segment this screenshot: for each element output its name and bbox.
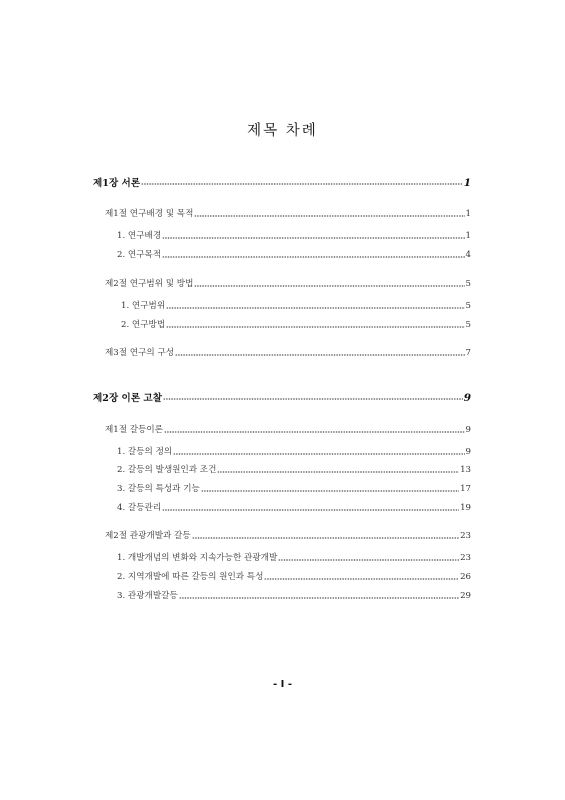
dot-leader [162,256,464,258]
toc-subsection-2-2-2[interactable] [117,570,471,584]
toc-page-number: 9 [463,392,471,404]
toc-section-2-1[interactable] [105,423,471,437]
toc-subsection-1-2-1[interactable] [121,299,471,313]
dot-leader [217,471,459,473]
toc-subsection-2-1-3[interactable] [117,482,471,496]
toc-section-1-2[interactable] [105,277,471,291]
toc-label: 2. 연구방법 [121,320,166,330]
toc-label: 3. 관광개발갈등 [117,591,178,601]
toc-subsection-1-2-2[interactable] [121,318,471,332]
toc-page-number: 1 [465,231,471,241]
toc-subsection-2-2-3[interactable] [117,589,471,603]
toc-page-number: 7 [465,348,471,358]
dot-leader [201,490,459,492]
dot-leader [179,597,459,599]
toc-page-number: 19 [460,503,471,513]
toc-page-number: 1 [463,177,471,189]
dot-leader [175,354,464,356]
toc-label: 제1절 연구배경 및 목적 [105,209,194,219]
toc-subsection-1-1-2[interactable] [117,248,471,262]
toc-page-number: 4 [465,250,471,260]
toc-page-number: 5 [465,320,471,330]
dot-leader [166,326,464,328]
toc-page-number: 5 [465,279,471,289]
dot-leader [264,578,459,580]
dot-leader [163,398,463,400]
toc-page-number: 17 [460,484,471,494]
dot-leader [194,285,464,287]
dot-leader [192,537,459,539]
toc-subsection-2-1-4[interactable] [117,501,471,515]
toc-section-2-2[interactable] [105,529,471,543]
toc-label: 제2절 관광개발과 갈등 [105,531,191,541]
toc-label: 1. 개발개념의 변화와 지속가능한 관광개발 [117,553,278,563]
toc-page-number: 9 [465,425,471,435]
dot-leader [162,509,459,511]
toc-label: 제2절 연구범위 및 방법 [105,279,194,289]
toc-page-number: 9 [465,447,471,457]
toc-label: 제2장 이론 고찰 [93,393,162,404]
dot-leader [162,237,464,239]
toc-label: 1. 연구범위 [121,301,166,311]
toc-label: 제1장 서론 [93,178,141,189]
dot-leader [194,215,464,217]
dot-leader [141,183,463,185]
toc-label: 제1절 갈등이론 [105,425,164,435]
dot-leader [278,559,459,561]
dot-leader [164,431,465,433]
toc-chapter-2[interactable] [93,390,471,404]
toc-label: 1. 갈등의 정의 [117,447,173,457]
toc-page-number: 5 [465,301,471,311]
toc-chapter-1[interactable] [93,175,471,189]
toc-label: 2. 지역개발에 따른 갈등의 원인과 특성 [117,572,264,582]
toc-page-number: 23 [460,531,471,541]
dot-leader [173,453,464,455]
page-number-footer: - I - [273,679,292,690]
toc-label: 1. 연구배경 [117,231,162,241]
toc-subsection-2-1-2[interactable] [117,463,471,477]
toc-page-number: 26 [460,572,471,582]
toc-subsection-2-2-1[interactable] [117,551,471,565]
page-title: 제목 차례 [247,123,318,139]
toc-label: 2. 연구목적 [117,250,162,260]
toc-section-1-3[interactable] [105,346,471,360]
toc-subsection-1-1-1[interactable] [117,229,471,243]
toc-label: 2. 갈등의 발생원인과 조건 [117,465,217,475]
toc-section-1-1[interactable] [105,207,471,221]
toc-subsection-2-1-1[interactable] [117,445,471,459]
toc-label: 3. 갈등의 특성과 기능 [117,484,200,494]
toc-label: 4. 갈등관리 [117,503,162,513]
toc-page-number: 13 [460,465,471,475]
toc-page-number: 29 [460,591,471,601]
dot-leader [166,307,464,309]
toc-label: 제3절 연구의 구성 [105,348,175,358]
toc-page-number: 1 [465,209,471,219]
toc-page-number: 23 [460,553,471,563]
